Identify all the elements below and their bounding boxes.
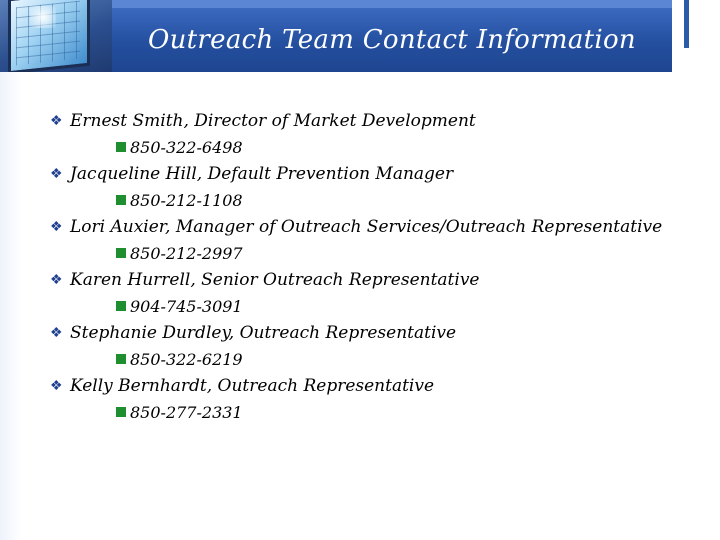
diamond-bullet-icon: ❖ <box>50 166 63 182</box>
contact-phone <box>116 187 710 214</box>
contact-item <box>50 108 710 161</box>
contact-name-role-text: Stephanie Durdley, Outreach Representative <box>70 323 457 343</box>
contact-name-role-text: Lori Auxier, Manager of Outreach Services/Outreach Representative <box>70 217 663 237</box>
contact-name-role-text: Ernest Smith, Director of Market Development <box>70 111 476 131</box>
contact-item <box>50 320 710 373</box>
contact-name-role <box>50 373 710 399</box>
contact-phone-text: 850-322-6498 <box>130 138 243 157</box>
contact-phone-text: 850-322-6219 <box>130 350 243 369</box>
contact-name-role-text: Jacqueline Hill, Default Prevention Manager <box>70 164 454 184</box>
contact-phone-text: 850-212-1108 <box>130 191 243 210</box>
contact-name-role <box>50 161 710 187</box>
contact-phone <box>116 399 710 426</box>
contact-name-role <box>50 108 710 134</box>
slide-header <box>0 0 720 72</box>
contact-name-role-text: Karen Hurrell, Senior Outreach Representative <box>70 270 480 290</box>
contact-phone <box>116 346 710 373</box>
diamond-bullet-icon: ❖ <box>50 219 63 235</box>
contact-phone-text: 850-212-2997 <box>130 244 243 263</box>
square-bullet-icon <box>116 195 126 205</box>
diamond-bullet-icon: ❖ <box>50 325 63 341</box>
slide-left-fade <box>0 72 22 540</box>
contact-name-role-text: Kelly Bernhardt, Outreach Representative <box>70 376 435 396</box>
contact-phone-text: 850-277-2331 <box>130 403 243 422</box>
square-bullet-icon <box>116 248 126 258</box>
contact-name-role <box>50 214 710 240</box>
contact-name-role <box>50 267 710 293</box>
contact-item <box>50 214 710 267</box>
monitor-glow-decoration <box>30 6 56 28</box>
diamond-bullet-icon: ❖ <box>50 272 63 288</box>
diamond-bullet-icon: ❖ <box>50 378 63 394</box>
header-accent-bar <box>684 0 689 48</box>
header-right-gap <box>672 0 720 72</box>
contact-item <box>50 373 710 426</box>
square-bullet-icon <box>116 142 126 152</box>
contact-phone <box>116 293 710 320</box>
page-title: Outreach Team Contact Information <box>148 25 636 55</box>
contact-phone-text: 904-745-3091 <box>130 297 243 316</box>
square-bullet-icon <box>116 407 126 417</box>
contact-name-role <box>50 320 710 346</box>
contact-item <box>50 267 710 320</box>
contact-list <box>50 108 710 426</box>
contact-phone <box>116 240 710 267</box>
contact-phone <box>116 134 710 161</box>
diamond-bullet-icon: ❖ <box>50 113 63 129</box>
title-band-highlight <box>112 0 672 8</box>
header-computer-image <box>0 0 112 72</box>
square-bullet-icon <box>116 301 126 311</box>
contact-item <box>50 161 710 214</box>
square-bullet-icon <box>116 354 126 364</box>
